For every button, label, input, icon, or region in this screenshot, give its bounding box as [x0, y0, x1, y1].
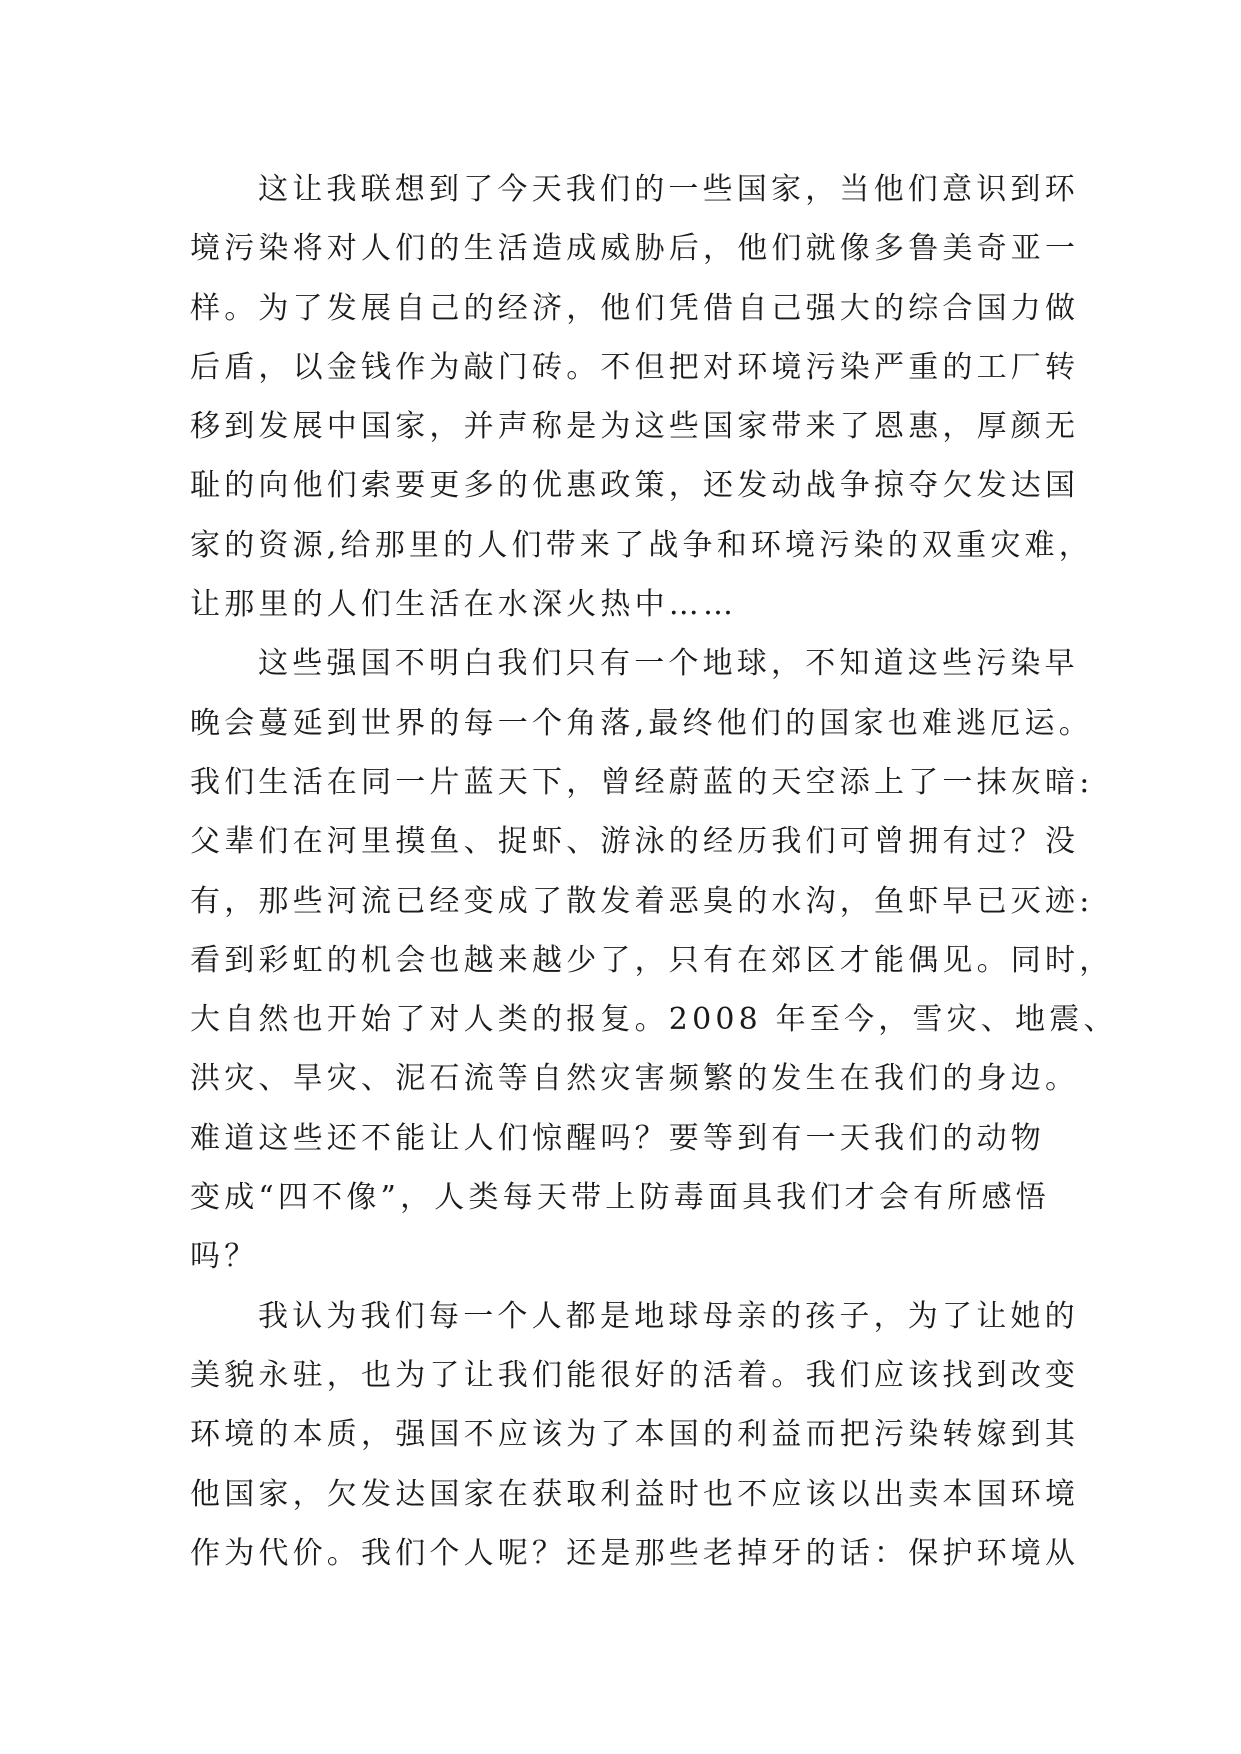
- text-line: 作为代价。我们个人呢？还是那些老掉牙的话：保护环境从: [190, 1535, 1080, 1571]
- text-line: 大自然也开始了对人类的报复。2008 年至今，雪灾、地震、: [190, 1002, 1118, 1038]
- paragraph-1: [190, 160, 1093, 634]
- text-line: 让那里的人们生活在水深火热中……: [190, 587, 738, 623]
- text-line: 家的资源,给那里的人们带来了战争和环境污染的双重灾难，: [190, 527, 1093, 563]
- text-line: 洪灾、旱灾、泥石流等自然灾害频繁的发生在我们的身边。: [190, 1061, 1080, 1097]
- text-line: 吗？: [190, 1239, 259, 1275]
- text-line: 我认为我们每一个人都是地球母亲的孩子，为了让她的: [258, 1298, 1079, 1334]
- text-line: 难道这些还不能让人们惊醒吗？要等到有一天我们的动物: [190, 1120, 1045, 1156]
- text-line: 环境的本质，强国不应该为了本国的利益而把污染转嫁到其: [190, 1417, 1080, 1453]
- text-line: 变成“四不像”，人类每天带上防毒面具我们才会有所感悟: [190, 1180, 1050, 1216]
- paragraph-2: [190, 634, 1118, 1286]
- text-line: 境污染将对人们的生活造成威胁后，他们就像多鲁美奇亚一: [190, 231, 1080, 267]
- text-line: 有，那些河流已经变成了散发着恶臭的水沟，鱼虾早已灭迹:: [190, 883, 1094, 919]
- text-line: 这些强国不明白我们只有一个地球，不知道这些污染早: [258, 646, 1079, 682]
- text-line: 看到彩虹的机会也越来越少了，只有在郊区才能偶见。同时，: [190, 942, 1114, 978]
- text-line: 样。为了发展自己的经济，他们凭借自己强大的综合国力做: [190, 290, 1080, 326]
- text-line: 后盾，以金钱作为敲门砖。不但把对环境污染严重的工厂转: [190, 349, 1080, 385]
- text-line: 耻的向他们索要更多的优惠政策，还发动战争掠夺欠发达国: [190, 468, 1080, 504]
- body-text: [190, 160, 1118, 1583]
- text-line: 移到发展中国家，并声称是为这些国家带来了恩惠，厚颜无: [190, 409, 1080, 445]
- text-line: 他国家，欠发达国家在获取利益时也不应该以出卖本国环境: [190, 1476, 1080, 1512]
- text-line: 晚会蔓延到世界的每一个角落,最终他们的国家也难逃厄运。: [190, 705, 1093, 741]
- text-line: 父辈们在河里摸鱼、捉虾、游泳的经历我们可曾拥有过？没: [190, 824, 1080, 860]
- paragraph-3: [190, 1287, 1080, 1583]
- text-line: 这让我联想到了今天我们的一些国家，当他们意识到环: [258, 172, 1079, 207]
- text-line: 美貌永驻，也为了让我们能很好的活着。我们应该找到改变: [190, 1357, 1080, 1393]
- text-line: 我们生活在同一片蓝天下，曾经蔚蓝的天空添上了一抹灰暗:: [190, 764, 1094, 800]
